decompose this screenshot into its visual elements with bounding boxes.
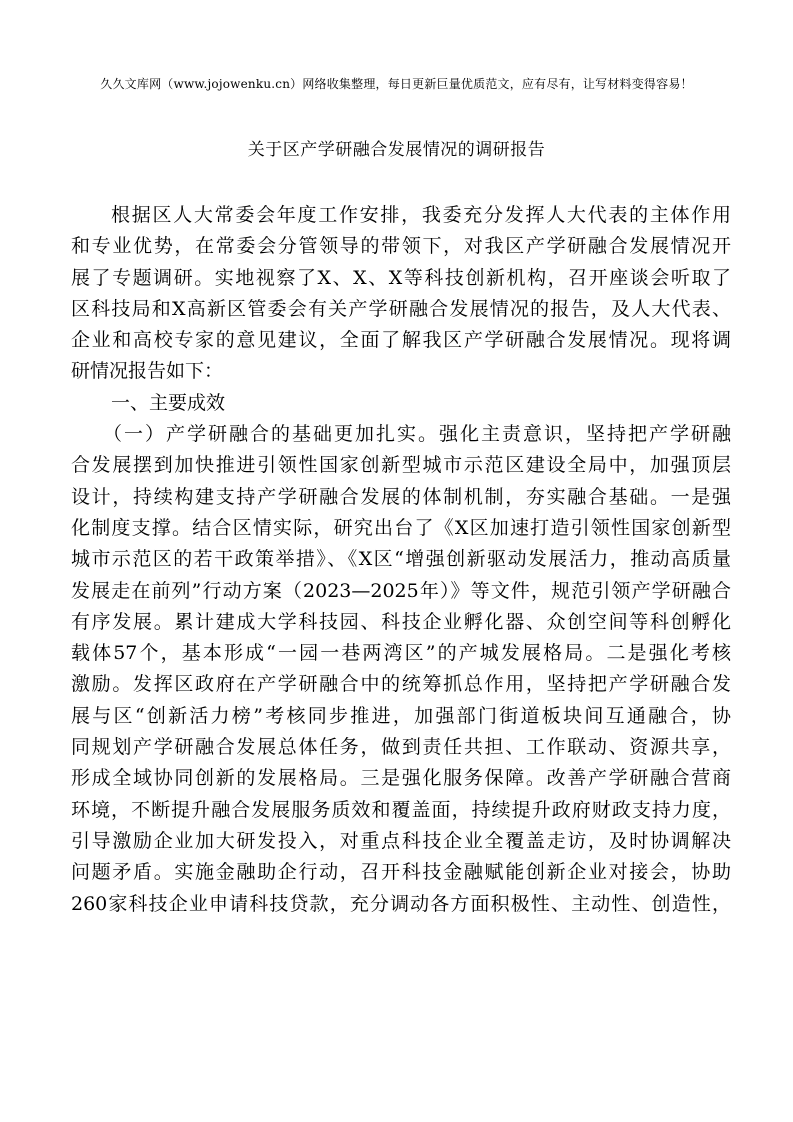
body-line: 区科技局和X高新区管委会有关产学研融合发展情况的报告，及人大代表、: [71, 297, 731, 320]
body-line: 城市示范区的若干政策举措》、《X区“增强创新驱动发展活力，推动高质量: [71, 548, 731, 571]
body-line: 载体57个，基本形成“一园一巷两湾区”的产城发展格局。二是强化考核: [71, 642, 731, 665]
body-line: 展了专题调研。实地视察了X、X、X等科技创新机构，召开座谈会听取了: [71, 266, 731, 289]
body-line: 研情况报告如下：: [71, 360, 224, 383]
body-line: 环境，不断提升融合发展服务质效和覆盖面，持续提升政府财政支持力度，: [71, 798, 731, 821]
body-line: 引导激励企业加大研发投入，对重点科技企业全覆盖走访，及时协调解决: [71, 829, 731, 852]
section-heading: 一、主要成效: [111, 391, 226, 414]
document-title: 关于区产学研融合发展情况的调研报告: [247, 140, 546, 160]
body-line: 激励。发挥区政府在产学研融合中的统筹抓总作用，坚持把产学研融合发: [71, 673, 731, 696]
body-line: 同规划产学研融合发展总体任务，做到责任共担、工作联动、资源共享，: [71, 736, 731, 759]
body-line: 根据区人大常委会年度工作安排，我委充分发挥人大代表的主体作用: [111, 204, 731, 226]
body-line: 化制度支撑。结合区情实际，研究出台了《X区加速打造引领性国家创新型: [71, 516, 731, 539]
body-line: 设计，持续构建支持产学研融合发展的体制机制，夯实融合基础。一是强: [71, 485, 731, 508]
body-line: 企业和高校专家的意见建议，全面了解我区产学研融合发展情况。现将调: [71, 329, 731, 352]
body-line: 有序发展。累计建成大学科技园、科技企业孵化器、众创空间等科创孵化: [71, 610, 731, 633]
subsection-heading-line: （一）产学研融合的基础更加扎实。强化主责意识，坚持把产学研融: [103, 423, 731, 446]
body-line: 合发展摆到加快推进引领性国家创新型城市示范区建设全局中，加强顶层: [71, 454, 731, 477]
body-line: 和专业优势，在常委会分管领导的带领下，对我区产学研融合发展情况开: [71, 235, 731, 258]
body-line: 展与区“创新活力榜”考核同步推进，加强部门街道板块间互通融合，协: [71, 704, 731, 727]
body-line: 形成全域协同创新的发展格局。三是强化服务保障。改善产学研融合营商: [71, 767, 731, 790]
body-line: 260家科技企业申请科技贷款，充分调动各方面积极性、主动性、创造性，: [71, 892, 731, 915]
body-line: 问题矛盾。实施金融助企行动，召开科技金融赋能创新企业对接会，协助: [71, 861, 731, 884]
body-line: 发展走在前列”行动方案（2023—2025年）》等文件，规范引领产学研融合: [71, 579, 731, 602]
document-body: [71, 200, 731, 920]
header-note: 久久文库网（www.jojowenku.cn）网络收集整理，每日更新巨量优质范文，应有尽有，让写材料变得容易！: [100, 77, 693, 91]
